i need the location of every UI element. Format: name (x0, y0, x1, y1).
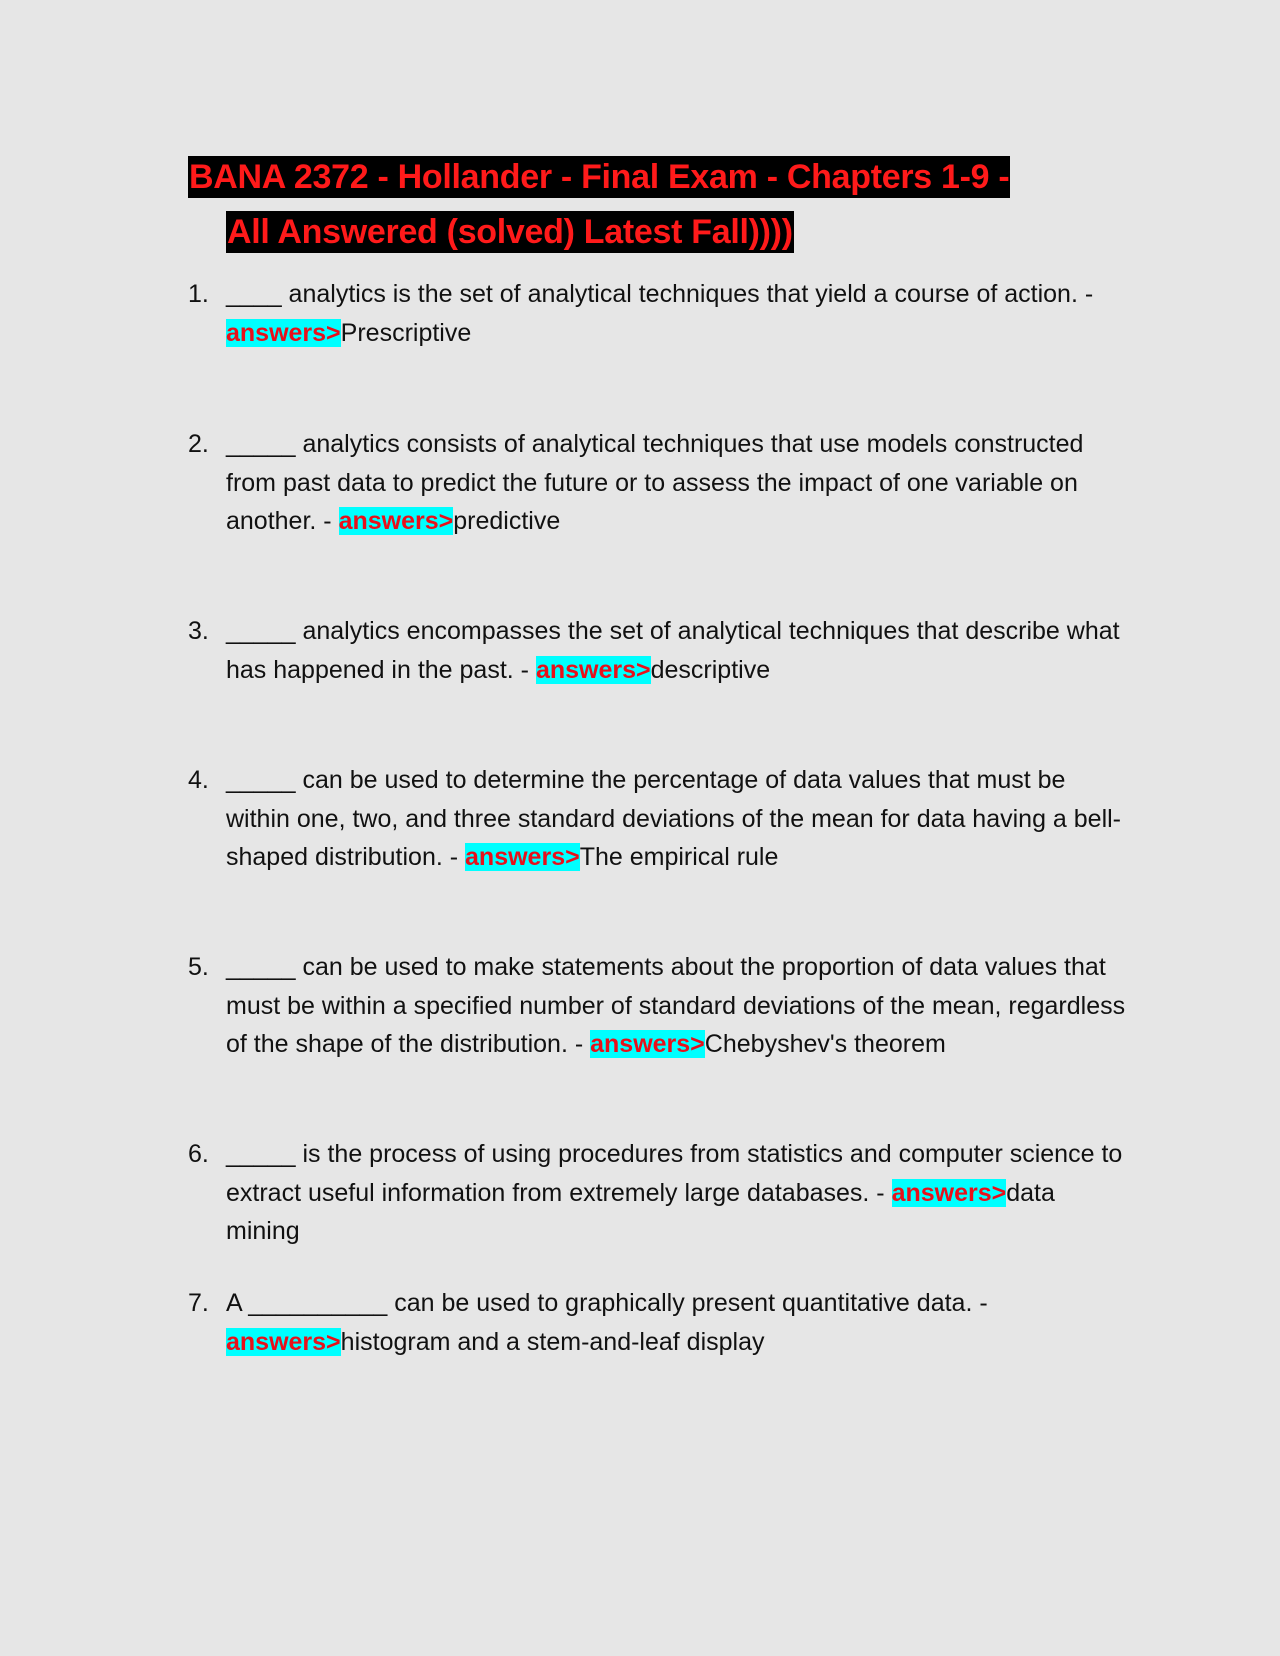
question-body (226, 948, 1126, 1064)
title-line-2-text: All Answered (solved) Latest Fall)))) (227, 213, 793, 251)
question-item-6 (188, 1135, 1128, 1251)
answer-marker: answers> (226, 1327, 341, 1356)
question-text: _____ analytics consists of analytical techniques that use models constructed from past data to predict the future or to assess the impact of one variable on another. - (226, 430, 1084, 535)
question-number: 1. (188, 280, 209, 308)
question-body (226, 612, 1126, 689)
answer-marker: answers> (891, 1178, 1007, 1207)
question-body (226, 425, 1126, 541)
question-body (226, 1135, 1126, 1251)
answer-text: The empirical rule (579, 843, 779, 871)
question-number: 7. (188, 1289, 209, 1317)
question-text: _____ analytics encompasses the set of analytical techniques that describe what has happened in the past. - (226, 617, 1120, 684)
answer-marker: answers> (226, 318, 341, 347)
answer-text: histogram and a stem-and-leaf display (340, 1327, 765, 1356)
question-item-5 (188, 948, 1128, 1064)
question-number: 3. (188, 617, 209, 645)
question-body (226, 275, 1126, 352)
question-text: ____ analytics is the set of analytical techniques that yield a course of action. - (226, 280, 1094, 308)
answer-marker: answers> (535, 655, 651, 684)
answer-marker: answers> (590, 1030, 705, 1058)
question-text: _____ is the process of using procedures from statistics and computer science to extract useful information from extremely large databases. - (226, 1140, 1123, 1207)
title-line-1 (188, 150, 1088, 205)
answer-text: Prescriptive (340, 318, 472, 347)
question-item-3 (188, 612, 1128, 689)
question-number: 5. (188, 953, 209, 981)
question-body (226, 761, 1126, 877)
answer-text: data mining (226, 1178, 1055, 1245)
question-number: 6. (188, 1140, 209, 1168)
answer-text: predictive (453, 507, 561, 535)
question-text: _____ can be used to make statements about the proportion of data values that must be within a specified number of standard deviations of the mean, regardless of the shape of the distribution. - (226, 953, 1126, 1058)
question-number: 4. (188, 766, 209, 794)
title-line-2 (188, 205, 1088, 260)
document-title (188, 150, 1088, 260)
answer-marker: answers> (338, 507, 454, 535)
answer-text: Chebyshev's theorem (704, 1030, 946, 1058)
answer-marker: answers> (465, 843, 580, 871)
question-number: 2. (188, 430, 209, 458)
answer-text: descriptive (650, 655, 771, 684)
question-item-1 (188, 275, 1128, 352)
title-line-1-text: BANA 2372 - Hollander - Final Exam - Chapters 1-9 - (189, 158, 1010, 196)
question-text: A __________ can be used to graphically present quantitative data. - (226, 1289, 988, 1317)
question-item-2 (188, 425, 1128, 541)
question-body (226, 1284, 1126, 1361)
question-item-7 (188, 1284, 1128, 1361)
question-item-4 (188, 761, 1128, 877)
question-text: _____ can be used to determine the percentage of data values that must be within one, two, and three standard deviations of the mean for data having a bell-shaped distribution. - (226, 766, 1122, 871)
